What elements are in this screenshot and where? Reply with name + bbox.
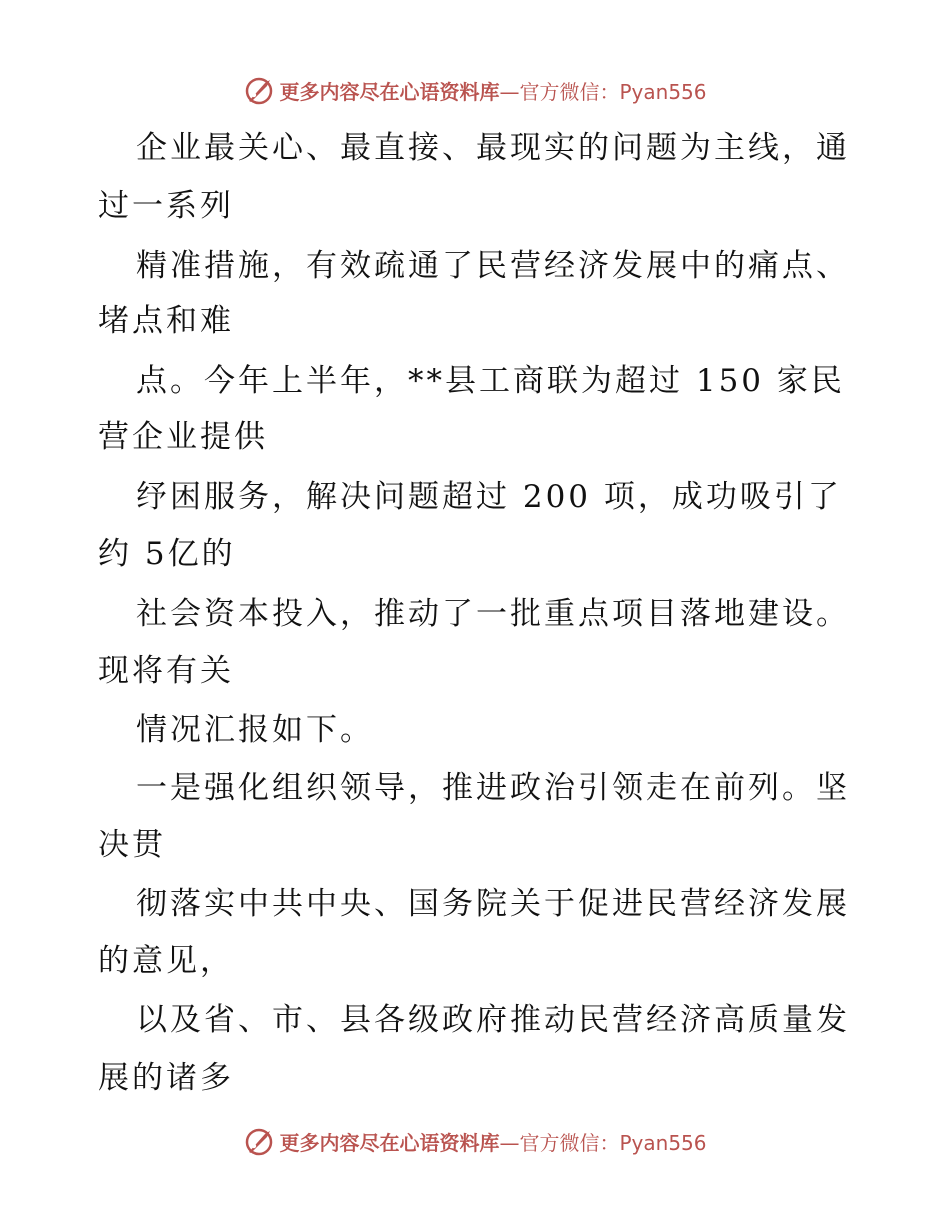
header-banner-text bbox=[279, 76, 706, 105]
body-line: 彻落实中共中央、国务院关于促进民营经济发展 bbox=[136, 886, 850, 922]
body-line: 展的诸多 bbox=[98, 1060, 234, 1096]
header-wechat-id: Pyan556 bbox=[619, 79, 707, 104]
pen-logo-icon bbox=[243, 1125, 275, 1157]
header-brand-text: 更多内容尽在心语资料库 bbox=[279, 79, 500, 104]
body-line: 以及省、市、县各级政府推动民营经济高质量发 bbox=[136, 1002, 850, 1038]
footer-banner bbox=[0, 1121, 950, 1161]
pen-logo-icon bbox=[243, 74, 275, 106]
body-line: 纾困服务，解决问题超过 200 项，成功吸引了 bbox=[136, 479, 842, 515]
header-banner-content bbox=[243, 74, 706, 106]
body-line: 一是强化组织领导，推进政治引领走在前列。坚 bbox=[136, 770, 850, 806]
footer-wechat-id: Pyan556 bbox=[619, 1130, 707, 1155]
footer-wechat-label: 官方微信： bbox=[519, 1130, 620, 1155]
body-line: 的意见， bbox=[98, 943, 234, 979]
body-line: 营企业提供 bbox=[98, 419, 268, 455]
footer-banner-text bbox=[279, 1127, 706, 1156]
body-line: 堵点和难 bbox=[98, 303, 234, 339]
footer-banner-content bbox=[243, 1125, 706, 1157]
body-line: 决贯 bbox=[98, 827, 166, 863]
header-wechat-label: 官方微信： bbox=[519, 79, 620, 104]
body-line: 精准措施，有效疏通了民营经济发展中的痛点、 bbox=[136, 248, 850, 284]
header-separator: — bbox=[499, 79, 520, 104]
body-line: 点。今年上半年，**县工商联为超过 150 家民 bbox=[136, 363, 845, 399]
header-banner bbox=[0, 70, 950, 110]
body-line: 企业最关心、最直接、最现实的问题为主线，通 bbox=[136, 130, 850, 166]
footer-separator: — bbox=[499, 1130, 520, 1155]
body-line: 约 5亿的 bbox=[98, 536, 236, 572]
body-line: 情况汇报如下。 bbox=[136, 712, 374, 748]
body-line: 社会资本投入，推动了一批重点项目落地建设。 bbox=[136, 596, 850, 632]
footer-brand-text: 更多内容尽在心语资料库 bbox=[279, 1130, 500, 1155]
body-line: 现将有关 bbox=[98, 653, 234, 689]
body-line: 过一系列 bbox=[98, 188, 234, 224]
